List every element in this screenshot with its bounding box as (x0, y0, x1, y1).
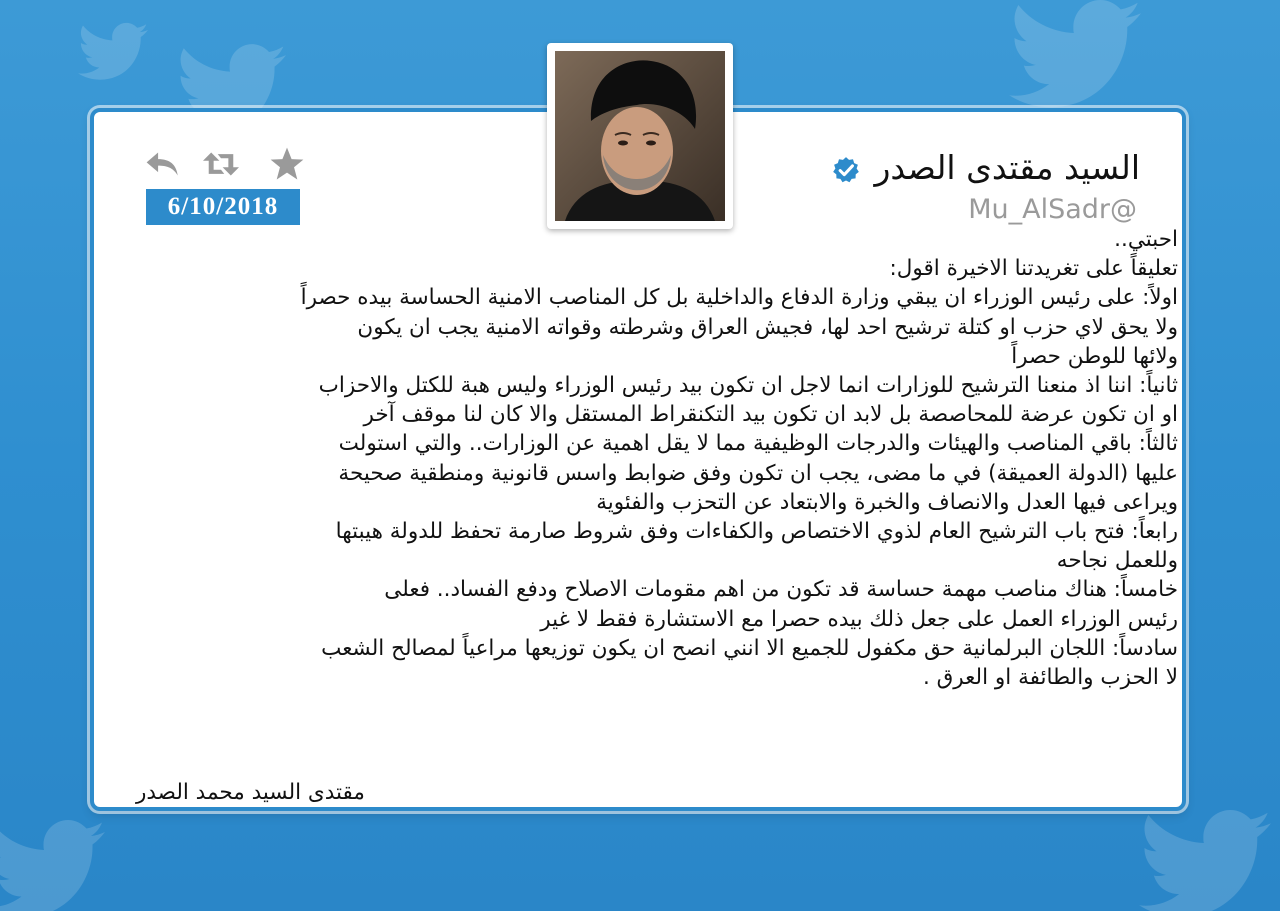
tweet-text-line: تعليقاً على تغريدتنا الاخيرة اقول: (889, 256, 1178, 282)
tweet-text-line: رئيس الوزراء العمل على جعل ذلك بيده حصرا مع الاستشارة فقط لا غير (540, 606, 1178, 632)
tweet-text (96, 225, 1178, 692)
tweet-text-line: عليها (الدولة العميقة) في ما مضى، يجب ان تكون وفق ضوابط واسس قانونية ومنطقية صحيحة (338, 460, 1178, 486)
tweet-text-line: رابعاً: فتح باب الترشيح العام لذوي الاختصاص والكفاءات وفق شروط صارمة تحفظ للدولة هيبتها (335, 519, 1178, 545)
tweet-text-line: لا الحزب والطائفة او العرق . (922, 665, 1178, 691)
signature: مقتدى السيد محمد الصدر (136, 780, 365, 805)
twitter-bird-icon (0, 820, 110, 911)
favorite-icon[interactable] (267, 146, 307, 182)
twitter-bird-icon (1000, 0, 1150, 110)
tweet-text-line: ويراعى فيها العدل والانصاف والخبرة والابتعاد عن التحزب والفئوية (596, 489, 1178, 515)
tweet-text-line: سادساً: اللجان البرلمانية حق مكفول للجميع الا انني انصح ان يكون توزيعها مراعياً لمصالح الشعب (321, 635, 1178, 661)
verified-badge-icon (832, 156, 860, 184)
tweet-text-line: او ان تكون عرضة للمحاصصة بل لابد ان تكون بيد التكنقراط المستقل والا كان لنا موقف آخر (363, 402, 1178, 428)
tweet-text-line: ولائها للوطن حصراً (1011, 343, 1178, 369)
twitter-bird-icon (1130, 810, 1280, 911)
tweet-text-line: وللعمل نجاحه (1056, 548, 1178, 574)
tweet-text-line: اولاً: على رئيس الوزراء ان يبقي وزارة الدفاع والداخلية بل كل المناصب الامنية الحساسة بيده حصراً (300, 285, 1178, 311)
tweet-text-line: ثانياً: اننا اذ منعنا الترشيح للوزارات انما لاجل ان تكون بيد رئيس الوزراء وليس هبة للكتل والاحزاب (318, 373, 1178, 399)
reply-icon[interactable] (143, 146, 183, 182)
tweet-date: 6/10/2018 (146, 189, 300, 225)
twitter-bird-icon (78, 22, 148, 82)
avatar[interactable] (547, 43, 733, 229)
author-name[interactable]: السيد مقتدى الصدر (874, 148, 1140, 187)
tweet-text-line: احبتي.. (1114, 227, 1178, 252)
author-handle[interactable]: Mu_AlSadr@ (968, 194, 1137, 225)
tweet-text-line: خامساً: هناك مناصب مهمة حساسة قد تكون من اهم مقومات الاصلاح ودفع الفساد.. فعلى (384, 577, 1178, 603)
retweet-icon[interactable] (201, 146, 241, 182)
avatar-portrait-icon (555, 51, 725, 221)
tweet-text-line: ثالثاً: باقي المناصب والهيئات والدرجات الوظيفية مما لا يقل اهمية عن الوزارات.. والتي استولت (338, 431, 1178, 457)
tweet-actions (143, 146, 303, 182)
tweet-text-line: ولا يحق لاي حزب او كتلة ترشيح احد لها، فجيش العراق وشرطته وقواته الامنية يجب ان يكون (357, 314, 1178, 340)
